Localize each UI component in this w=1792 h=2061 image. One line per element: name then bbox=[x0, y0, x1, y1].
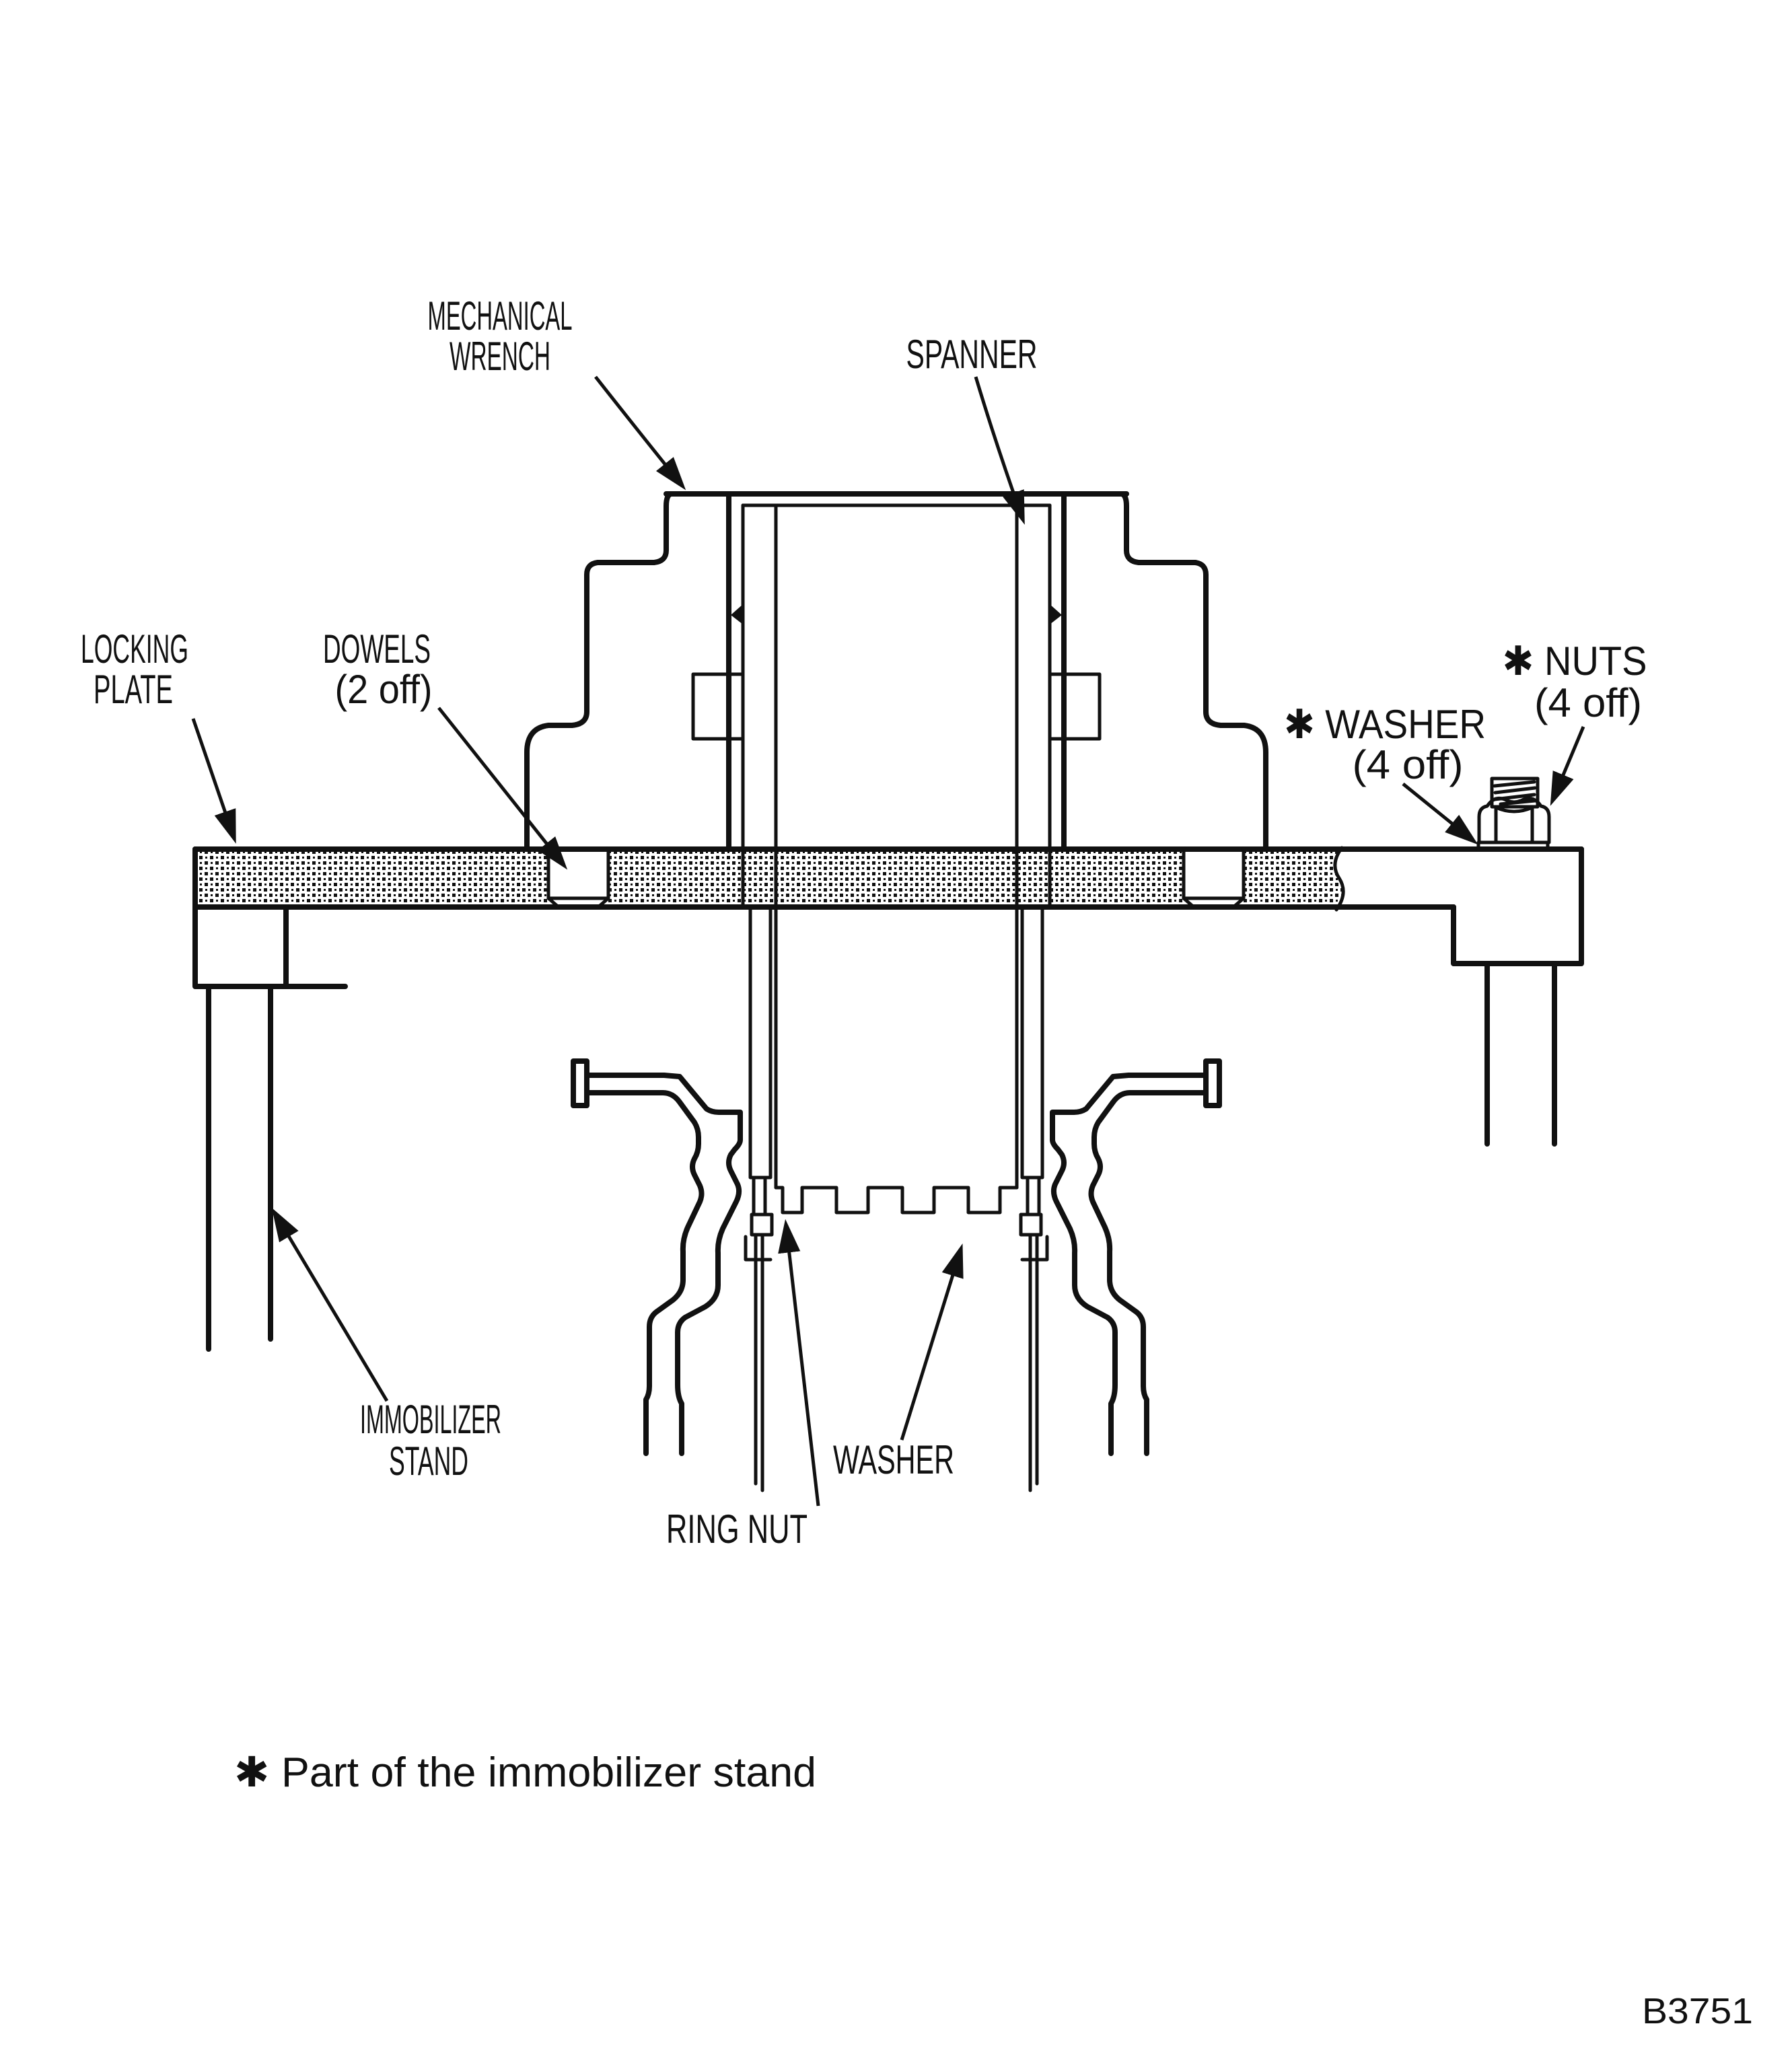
spanner-tip-right bbox=[1028, 1178, 1039, 1215]
label-dowels-2: (2 off) bbox=[334, 667, 433, 712]
label-washer-top-2: (4 off) bbox=[1352, 742, 1464, 787]
yoke-left bbox=[573, 1061, 740, 1453]
mechanical-wrench-shape bbox=[527, 494, 1266, 849]
wrench-key-right bbox=[1050, 674, 1100, 739]
figure-code: B3751 bbox=[1642, 1991, 1753, 2031]
dowel-notch-right bbox=[1184, 849, 1244, 907]
split-pin-left bbox=[756, 1235, 762, 1490]
label-nuts-1: ✱ NUTS bbox=[1502, 639, 1647, 684]
spanner-tab-left bbox=[731, 604, 743, 624]
shaft-and-ring-nut bbox=[746, 505, 1047, 1490]
ring-nut-left-end bbox=[752, 1215, 772, 1235]
stand-right-flange-end bbox=[1454, 849, 1581, 964]
label-ring-nut: RING NUT bbox=[666, 1507, 808, 1552]
yoke-left-tbar bbox=[573, 1061, 587, 1106]
spanner-wall-right-lower bbox=[1022, 907, 1042, 1178]
labels bbox=[81, 293, 1753, 2031]
yoke-right bbox=[1052, 1061, 1219, 1453]
wrench-key-left bbox=[693, 674, 743, 739]
locking-plate-clamp-block bbox=[195, 907, 286, 986]
yoke-right-inner bbox=[1091, 1093, 1207, 1453]
spanner-tab-right bbox=[1050, 604, 1062, 624]
nut bbox=[1479, 798, 1549, 842]
ring-nut-castellation bbox=[776, 1188, 1017, 1213]
spanner-tip-left bbox=[754, 1178, 765, 1215]
ring-nut-right-end bbox=[1021, 1215, 1041, 1235]
flange-stipple-mid bbox=[608, 849, 1184, 907]
label-washer-bottom: WASHER bbox=[833, 1437, 954, 1482]
arrow-immobilizer-stand bbox=[275, 1213, 387, 1401]
label-locking-plate-1: LOCKING bbox=[81, 626, 188, 672]
split-pin-right bbox=[1030, 1235, 1037, 1490]
footnote: ✱ Part of the immobilizer stand bbox=[234, 1749, 816, 1796]
lock-washer-tab-right bbox=[1022, 1237, 1047, 1260]
flange-stipple-right bbox=[1244, 849, 1342, 907]
locking-plate-and-flange bbox=[195, 846, 1581, 1349]
lock-washer-tab-left bbox=[746, 1237, 770, 1260]
wrench-right-half bbox=[1064, 494, 1266, 849]
leader-arrows bbox=[193, 377, 1583, 1506]
arrow-spanner bbox=[976, 377, 1023, 519]
label-nuts-2: (4 off) bbox=[1534, 680, 1642, 725]
nut-facets bbox=[1496, 807, 1532, 842]
arrow-washer-top bbox=[1403, 784, 1474, 841]
label-immobilizer-stand-1: IMMOBILIZER bbox=[360, 1397, 501, 1442]
yoke-right-outer bbox=[1052, 1075, 1206, 1453]
yoke-right-tbar bbox=[1206, 1061, 1219, 1106]
wrench-left-half bbox=[527, 494, 729, 849]
label-mechanical-wrench-2: WRENCH bbox=[450, 334, 550, 379]
yoke-left-inner bbox=[587, 1093, 702, 1453]
label-mechanical-wrench-1: MECHANICAL bbox=[427, 293, 573, 338]
arrow-dowels bbox=[439, 708, 564, 865]
washer-under-nut bbox=[1478, 842, 1548, 850]
spanner-wall-left-lower bbox=[750, 907, 770, 1178]
arrow-washer-bottom bbox=[902, 1249, 961, 1440]
arrow-mechanical-wrench bbox=[596, 377, 682, 486]
label-immobilizer-stand-2: STAND bbox=[389, 1439, 468, 1484]
yoke-left-outer bbox=[587, 1075, 740, 1453]
arrow-nuts bbox=[1552, 727, 1583, 801]
flange-stipple-left bbox=[195, 849, 548, 907]
stand-right-leg bbox=[1487, 964, 1554, 1144]
label-spanner: SPANNER bbox=[906, 332, 1038, 377]
label-locking-plate-2: PLATE bbox=[94, 667, 173, 712]
arrow-locking-plate bbox=[193, 719, 234, 838]
stud-nut-washer bbox=[1478, 779, 1549, 850]
label-washer-top-1: ✱ WASHER bbox=[1284, 702, 1486, 747]
stand-left-leg bbox=[209, 986, 271, 1349]
label-dowels-1: DOWELS bbox=[323, 626, 431, 672]
arrow-ring-nut bbox=[786, 1225, 818, 1506]
